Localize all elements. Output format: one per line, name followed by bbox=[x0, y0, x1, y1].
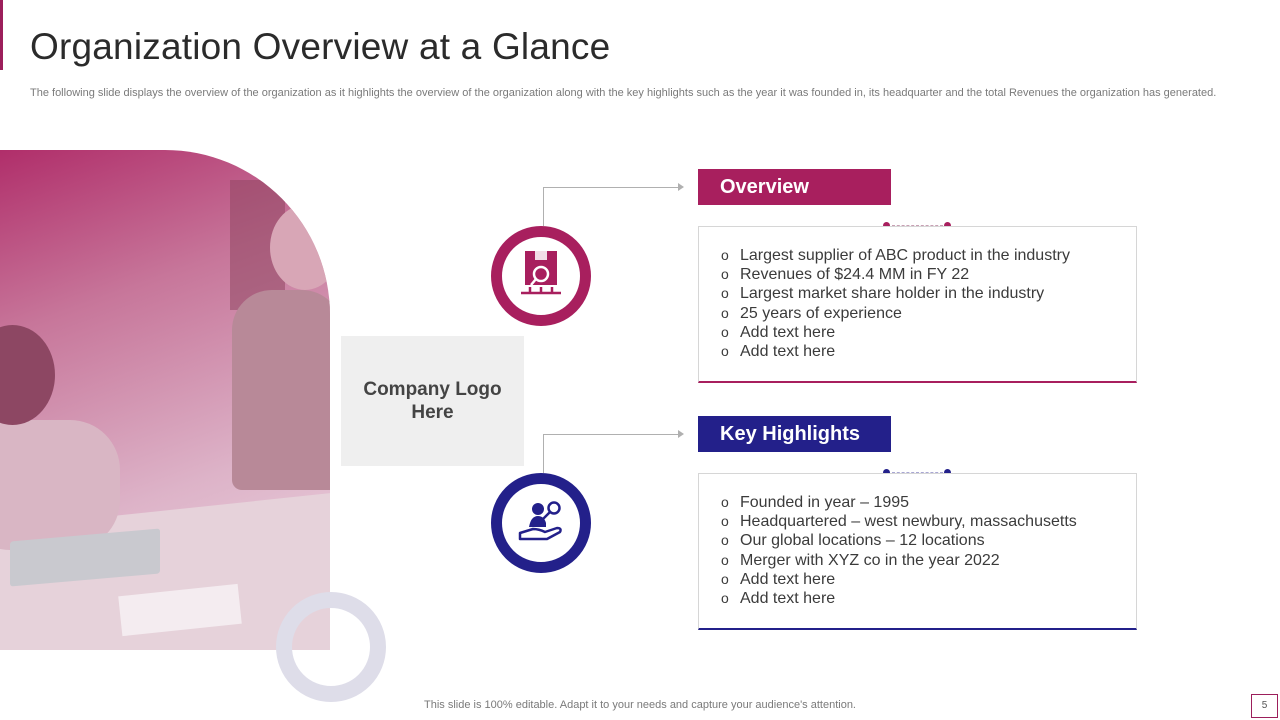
overview-item-text: Add text here bbox=[740, 323, 836, 341]
highlights-connector-vertical bbox=[543, 434, 544, 473]
photo-person-seated-head bbox=[0, 325, 55, 425]
photo-person-seated bbox=[0, 420, 120, 550]
overview-item-text: Largest market share holder in the industry bbox=[740, 285, 1045, 303]
overview-content-box bbox=[698, 226, 1137, 383]
list-item bbox=[721, 323, 1136, 342]
bullet-icon: o bbox=[721, 513, 729, 530]
overview-list bbox=[699, 227, 1136, 361]
bullet-icon: o bbox=[721, 551, 729, 568]
overview-item-text: Largest supplier of ABC product in the industry bbox=[740, 247, 1070, 264]
overview-icon-circle bbox=[491, 226, 591, 326]
bullet-icon: o bbox=[721, 532, 729, 549]
highlights-list bbox=[699, 474, 1136, 608]
bullet-icon: o bbox=[721, 323, 729, 340]
list-item bbox=[721, 304, 1136, 323]
highlight-item-text: Merger with XYZ co in the year 2022 bbox=[740, 551, 1000, 569]
list-item bbox=[721, 531, 1136, 550]
photo-person-standing bbox=[232, 290, 330, 490]
logo-placeholder-text: Company Logo Here bbox=[363, 379, 502, 423]
highlights-arrow-icon bbox=[678, 430, 684, 438]
hand-key-icon bbox=[517, 499, 565, 548]
highlights-header: Key Highlights bbox=[698, 416, 891, 452]
bullet-icon: o bbox=[721, 304, 729, 321]
overview-item-text: 25 years of experience bbox=[740, 304, 902, 322]
list-item bbox=[721, 551, 1136, 570]
slide-footer: This slide is 100% editable. Adapt it to your needs and capture your audience's attention. bbox=[424, 699, 856, 711]
highlights-connector-horizontal bbox=[543, 434, 678, 435]
slide-title: Organization Overview at a Glance bbox=[30, 26, 611, 67]
bullet-icon: o bbox=[721, 247, 729, 263]
list-item bbox=[721, 493, 1136, 512]
bullet-icon: o bbox=[721, 285, 729, 302]
overview-arrow-icon bbox=[678, 183, 684, 191]
list-item bbox=[721, 246, 1136, 265]
bullet-icon: o bbox=[721, 266, 729, 283]
meeting-photo bbox=[0, 150, 330, 650]
highlights-content-box bbox=[698, 473, 1137, 630]
highlight-item-text: Add text here bbox=[740, 570, 836, 588]
title-accent-bar bbox=[0, 0, 3, 70]
overview-connector-vertical bbox=[543, 187, 544, 226]
overview-item-text: Add text here bbox=[740, 343, 836, 361]
bullet-icon: o bbox=[721, 570, 729, 587]
list-item bbox=[721, 589, 1136, 608]
highlight-item-text: Our global locations – 12 locations bbox=[740, 532, 985, 550]
overview-header: Overview bbox=[698, 169, 891, 205]
list-item bbox=[721, 342, 1136, 361]
decorative-ring bbox=[276, 592, 386, 702]
list-item bbox=[721, 570, 1136, 589]
list-item bbox=[721, 265, 1136, 284]
bullet-icon: o bbox=[721, 343, 729, 360]
highlights-icon-circle bbox=[491, 473, 591, 573]
overview-connector-horizontal bbox=[543, 187, 678, 188]
highlight-item-text: Add text here bbox=[740, 590, 836, 608]
list-item bbox=[721, 512, 1136, 531]
page-number: 5 bbox=[1251, 694, 1278, 718]
product-search-icon bbox=[518, 249, 564, 304]
list-item bbox=[721, 284, 1136, 303]
company-logo-placeholder[interactable] bbox=[341, 336, 524, 466]
bullet-icon: o bbox=[721, 494, 729, 510]
slide-subtitle: The following slide displays the overview of the organization as it highlights the overview of the organization along with the key highlights such as the year it was founded in, its headquarter and the total Revenues the organization has generated. bbox=[30, 87, 1217, 99]
bullet-icon: o bbox=[721, 590, 729, 607]
highlight-item-text: Headquartered – west newbury, massachusetts bbox=[740, 513, 1077, 531]
highlight-item-text: Founded in year – 1995 bbox=[740, 494, 910, 511]
overview-item-text: Revenues of $24.4 MM in FY 22 bbox=[740, 266, 970, 284]
